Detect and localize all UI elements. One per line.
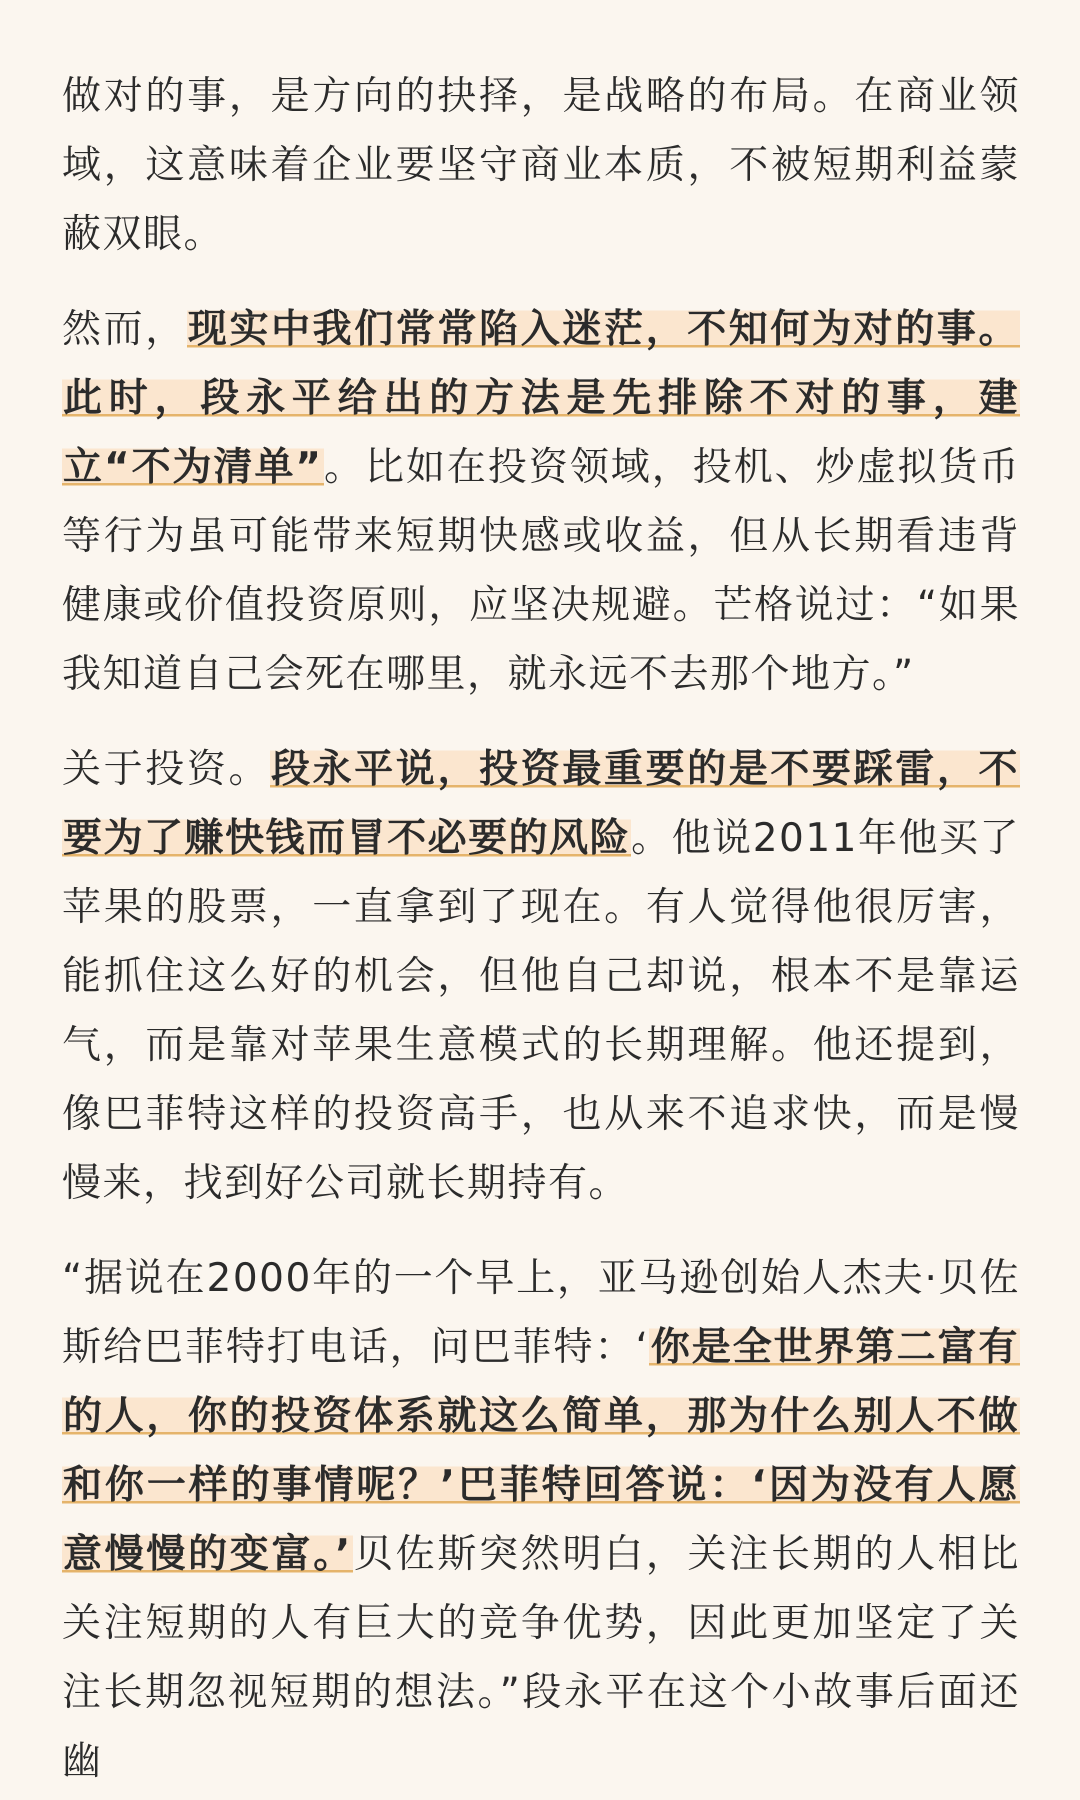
paragraph-3-text: 关于投资。 — [62, 747, 271, 792]
paragraph-4-text: “据说在2000年的一个早上，亚马逊创始人杰夫·贝佐斯给巴菲特打电话，问巴菲特：‘ — [62, 1256, 1020, 1370]
paragraph-3-highlight: 段永平说，投资最重要的是不要踩雷，不要为了赚快钱而冒不必要的风险 — [63, 747, 1019, 861]
paragraph-3 — [62, 735, 1020, 1218]
paragraph-2 — [62, 295, 1020, 709]
paragraph-2-text: 然而， — [62, 307, 187, 352]
paragraph-4 — [62, 1244, 1020, 1796]
paragraph-2-text-tail: 。比如在投资领域，投机、炒虚拟货币等行为虽可能带来短期快感或收益，但从长期看违背健康或价值投资原则，应坚决规避。芒格说过：“如果我知道自己会死在哪里，就永远不去那个地方。” — [62, 445, 1020, 697]
paragraph-2-highlight: 现实中我们常常陷入迷茫，不知何为对的事。此时，段永平给出的方法是先排除不对的事，建立“不为清单” — [63, 307, 1019, 490]
paragraph-1-text: 做对的事，是方向的抉择，是战略的布局。在商业领域，这意味着企业要坚守商业本质，不被短期利益蒙蔽双眼。 — [62, 74, 1020, 257]
paragraph-4-text-tail: 贝佐斯突然明白，关注长期的人相比关注短期的人有巨大的竞争优势，因此更加坚定了关注长期忽视短期的想法。”段永平在这个小故事后面还幽 — [62, 1532, 1020, 1784]
paragraph-4-highlight: 你是全世界第二富有的人，你的投资体系就这么简单，那为什么别人不做和你一样的事情呢？’巴菲特回答说：‘因为没有人愿意慢慢的变富。’ — [63, 1325, 1019, 1577]
paragraph-1 — [62, 62, 1020, 269]
paragraph-3-text-tail: 。他说2011年他买了苹果的股票，一直拿到了现在。有人觉得他很厉害，能抓住这么好的机会，但他自己却说，根本不是靠运气，而是靠对苹果生意模式的长期理解。他还提到，像巴菲特这样的投资高手，也从来不追求快，而是慢慢来，找到好公司就长期持有。 — [62, 816, 1020, 1206]
